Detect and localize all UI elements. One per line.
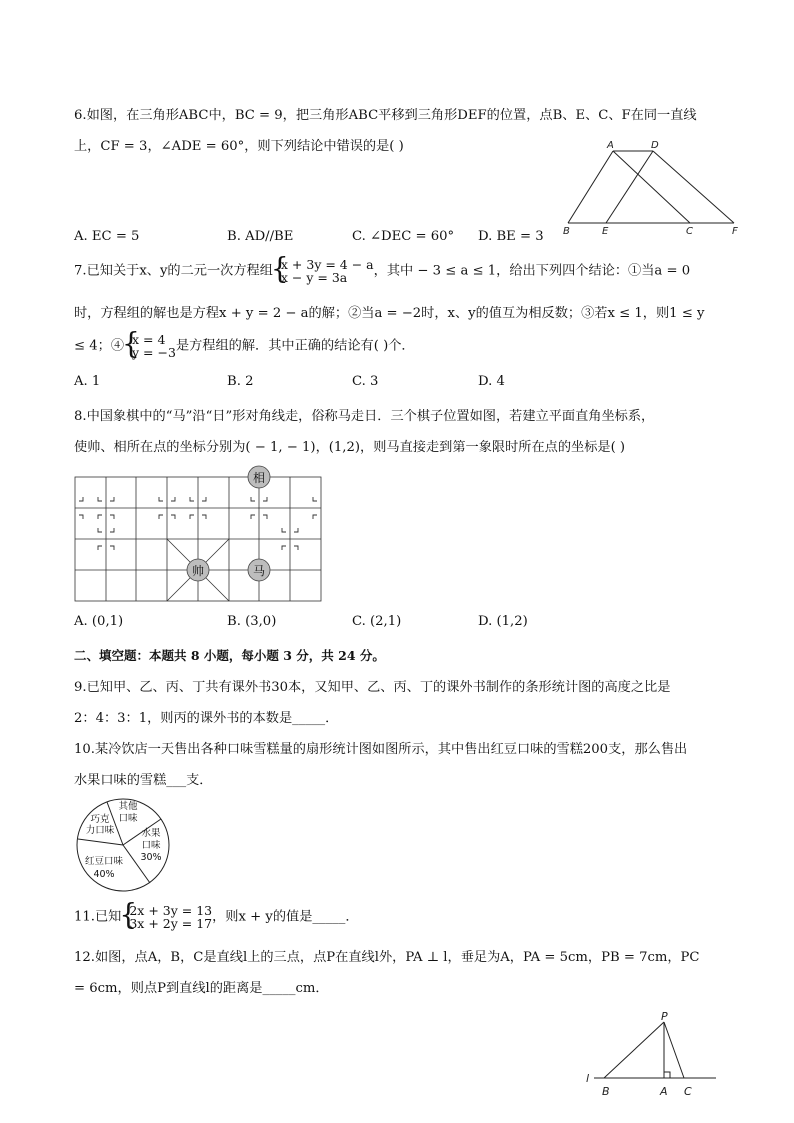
piece-xiang [248, 466, 270, 488]
q8-option-d: D. (1,2) [478, 614, 528, 629]
segment-pc [664, 1022, 684, 1078]
q6-translation-figure [558, 136, 748, 236]
q8-option-c: C. (2,1) [352, 614, 402, 629]
q7-solution-system [124, 333, 176, 359]
pie-label-choc-2: 力口味 [85, 825, 115, 836]
piece-xiang-label: 相 [252, 471, 266, 485]
q11-prefix: 11.已知 [74, 909, 122, 925]
segment-ac [613, 151, 690, 223]
q11-equation-system [121, 904, 212, 930]
segment-pb [604, 1022, 664, 1078]
piece-ma [248, 559, 270, 581]
q7-option-b: B. 2 [227, 374, 254, 389]
pie-label-fruit-3: 30% [140, 852, 162, 863]
pie-label-fruit-1: 水果 [141, 828, 161, 839]
q7-option-d: D. 4 [478, 374, 505, 389]
q6-option-b: B. AD//BE [227, 229, 294, 244]
q7-equation-system [273, 258, 374, 284]
q11-suffix: ，则x + y的值是_____． [212, 909, 359, 925]
q12-figure [582, 1008, 722, 1100]
q9-line2: 2：4：3：1，则丙的课外书的本数是_____． [74, 711, 339, 726]
q11-eq2: 3x + 2y = 17 [129, 916, 213, 931]
q6-line2: 上，CF = 3，∠ADE = 60°，则下列结论中错误的是( ) [74, 139, 404, 154]
section-2-heading: 二、填空题：本题共 8 小题，每小题 3 分，共 24 分。 [74, 648, 385, 663]
pie-label-redbean-1: 红豆口味 [84, 856, 124, 867]
pie-divider-4 [78, 839, 123, 845]
q12-line1: 12.如图，点A，B，C是直线l上的三点，点P在直线l外，PA ⊥ l，垂足为A，PA = 5cm，PB = 7cm，PC [74, 950, 700, 965]
label-c: C [686, 226, 693, 236]
q8-line1: 8.中国象棋中的“马”沿“日”形对角线走，俗称马走日．三个棋子位置如图，若建立平面直角坐标系， [74, 409, 655, 424]
q10-line2: 水果口味的雪糕___支． [74, 773, 213, 788]
q7-line3-suffix: 是方程组的解．其中正确的结论有( )个． [175, 338, 415, 354]
q8-chess-board [70, 463, 330, 605]
q7-line3 [74, 333, 415, 359]
q8-line2: 使帅、相所在点的坐标分别为( − 1, − 1)，(1,2)，则马直接走到第一象限时所在点的坐标是( ) [74, 440, 626, 455]
q7-eq1: { x + 3y = 4 − a [280, 257, 374, 272]
pie-label-choc-1: 巧克 [90, 814, 110, 825]
pie-label-other-2: 口味 [118, 813, 138, 824]
piece-shuai [187, 559, 209, 581]
q10-pie-chart [70, 795, 180, 895]
label-a: A [607, 140, 614, 151]
q6-option-a: A. EC = 5 [74, 229, 140, 244]
q7-eq2: x − y = 3a [280, 270, 348, 285]
q7-line2: 时，方程组的解也是方程x + y = 2 − a的解；②当a = −2时，x、y的值互为相反数；③若x ≤ 1，则1 ≤ y [74, 306, 705, 321]
label-f: F [732, 226, 738, 236]
label-e: E [602, 226, 609, 236]
q12-line2: = 6cm，则点P到直线l的距离是_____cm． [74, 981, 329, 996]
q7-line3-prefix: ≤ 4；④ [74, 338, 125, 354]
segment-ab [568, 151, 613, 223]
pie-label-redbean-2: 40% [93, 869, 115, 880]
label-b: B [602, 1085, 610, 1098]
q7-option-a: A. 1 [74, 374, 101, 389]
q9-line1: 9.已知甲、乙、丙、丁共有课外书30本，又知甲、乙、丙、丁的课外书制作的条形统计图的高度之比是 [74, 680, 671, 695]
label-a: A [660, 1085, 668, 1098]
label-c: C [684, 1085, 692, 1098]
q7-sol2: y = −3 [132, 345, 176, 360]
pie-label-fruit-2: 口味 [141, 840, 161, 851]
piece-shuai-label: 帅 [191, 564, 205, 578]
q6-option-c: C. ∠DEC = 60° [352, 229, 455, 244]
q7-line1-prefix: 7.已知关于x、y的二元一次方程组 [74, 263, 273, 279]
q7-sol1: { x = 4 [132, 332, 166, 347]
q7-line1-suffix: ，其中 − 3 ≤ a ≤ 1，给出下列四个结论：①当a = 0 [373, 263, 691, 279]
right-angle-mark [664, 1072, 670, 1078]
q7-line1 [74, 258, 690, 284]
segment-df [653, 151, 734, 223]
q8-option-b: B. (3,0) [227, 614, 277, 629]
label-d: D [651, 140, 659, 151]
q8-option-a: A. (0,1) [74, 614, 124, 629]
q11-eq1: { 2x + 3y = 13 [129, 903, 213, 918]
q6-option-d: D. BE = 3 [478, 229, 544, 244]
q10-line1: 10.某冷饮店一天售出各种口味雪糕量的扇形统计图如图所示，其中售出红豆口味的雪糕200支，那么售出 [74, 742, 688, 757]
label-b: B [563, 226, 570, 236]
label-l: l [586, 1072, 590, 1085]
pie-label-other-1: 其他 [118, 801, 138, 812]
q7-option-c: C. 3 [352, 374, 379, 389]
q6-line1: 6.如图，在三角形ABC中，BC = 9，把三角形ABC平移到三角形DEF的位置，点B、E、C、F在同一直线 [74, 108, 697, 123]
q11-line [74, 904, 359, 930]
segment-de [606, 151, 653, 223]
label-p: P [661, 1010, 668, 1023]
piece-ma-label: 马 [252, 564, 266, 578]
